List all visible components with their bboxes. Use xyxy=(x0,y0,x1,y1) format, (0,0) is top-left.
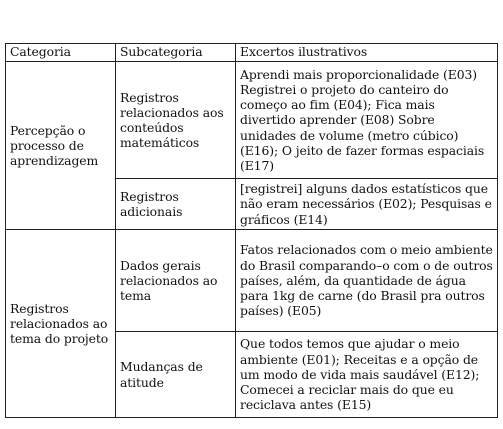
header-excertos: Excertos ilustrativos xyxy=(236,44,498,62)
header-categoria: Categoria xyxy=(6,44,116,62)
table-row xyxy=(6,62,498,179)
table-row xyxy=(6,230,498,332)
header-subcategoria: Subcategoria xyxy=(116,44,236,62)
subcategory-cell: Registros relacionados aos conteúdos matemáticos xyxy=(116,62,236,179)
categories-table xyxy=(5,43,498,418)
excerpt-cell: Que todos temos que ajudar o meio ambiente (E01); Receitas e a opção de um modo de vida mais saudável (E12); Comecei a reciclar mais do que eu reciclava antes (E15) xyxy=(236,332,498,418)
excerpt-cell: Fatos relacionados com o meio ambiente do Brasil comparando–o com o de outros países, além, da quantidade de água para 1kg de carne (do Brasil pra outros países) (E05) xyxy=(236,230,498,332)
category-cell: Registros relacionados ao tema do projeto xyxy=(6,230,116,418)
subcategory-cell: Registros adicionais xyxy=(116,179,236,230)
excerpt-cell: Aprendi mais proporcionalidade (E03) Registrei o projeto do canteiro do começo ao fim (E04); Fica mais divertido aprender (E08) Sobre unidades de volume (metro cúbico) (E16); O jeito de fazer formas espaciais (E17) xyxy=(236,62,498,179)
excerpt-cell: [registrei] alguns dados estatísticos que não eram necessários (E02); Pesquisas e gráficos (E14) xyxy=(236,179,498,230)
subcategory-cell: Mudanças de atitude xyxy=(116,332,236,418)
subcategory-cell: Dados gerais relacionados ao tema xyxy=(116,230,236,332)
table-header-row xyxy=(6,44,498,62)
category-cell: Percepção o processo de aprendizagem xyxy=(6,62,116,230)
